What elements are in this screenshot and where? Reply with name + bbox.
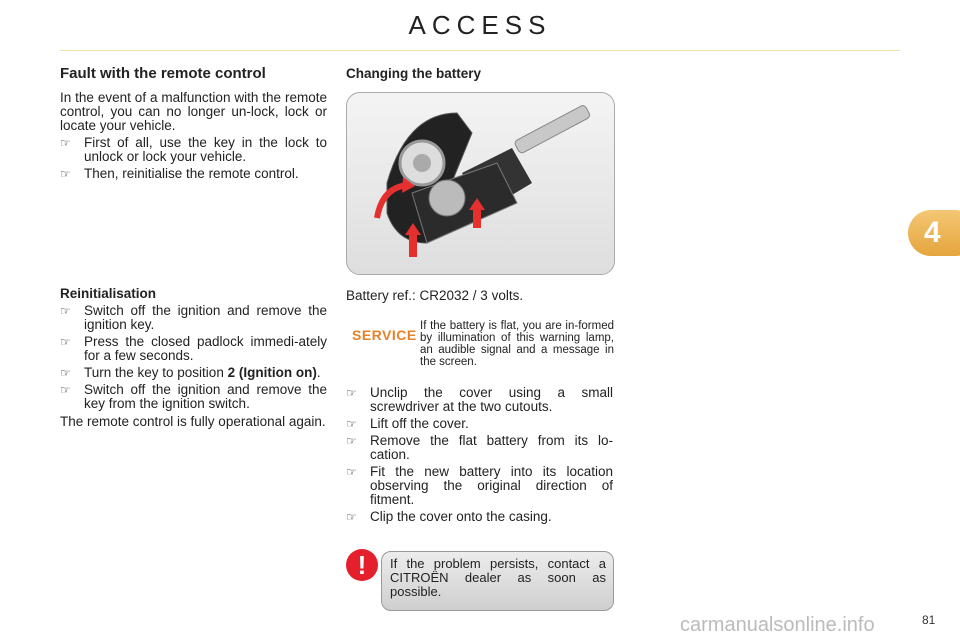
pointing-hand-icon: ☞	[60, 304, 71, 318]
reinit-item: ☞ Switch off the ignition and remove the key from the ignition switch.	[60, 382, 327, 411]
key-battery-drawing	[347, 93, 614, 274]
title-rule	[60, 50, 900, 51]
pointing-hand-icon: ☞	[346, 434, 357, 448]
reinit-item: ☞ Turn the key to position 2 (Ignition on).	[60, 365, 321, 380]
pointing-hand-icon: ☞	[60, 136, 71, 150]
pointing-hand-icon: ☞	[60, 366, 71, 380]
page-title: ACCESS	[408, 10, 552, 40]
watermark: carmanualsonline.info	[680, 614, 875, 636]
service-note: If the battery is flat, you are in-formed by illumination of this warning lamp, an audible signal and a message in the screen.	[420, 320, 614, 368]
pointing-hand-icon: ☞	[60, 335, 71, 349]
battery-step: ☞ Unclip the cover using a small screwdriver at the two cutouts.	[346, 385, 613, 414]
pointing-hand-icon: ☞	[346, 510, 357, 524]
fault-item: ☞ First of all, use the key in the lock to unlock or lock your vehicle.	[60, 135, 327, 164]
key-illustration	[346, 92, 615, 275]
pointing-hand-icon: ☞	[346, 417, 357, 431]
reinit-section	[60, 287, 327, 429]
reinit-item: ☞ Switch off the ignition and remove the ignition key.	[60, 303, 327, 332]
fault-item: ☞ Then, reinitialise the remote control.	[60, 166, 299, 181]
pointing-hand-icon: ☞	[60, 167, 71, 181]
battery-step: ☞ Clip the cover onto the casing.	[346, 509, 552, 524]
reinit-item: ☞ Press the closed padlock immedi-ately for a few seconds.	[60, 334, 327, 363]
fault-intro: In the event of a malfunction with the remote control, you can no longer un-lock, lock or locate your vehicle.	[60, 90, 327, 133]
battery-ref: Battery ref.: CR2032 / 3 volts.	[346, 288, 524, 303]
pointing-hand-icon: ☞	[60, 383, 71, 397]
page-number: 81	[922, 613, 936, 627]
ignition-position: 2 (Ignition on)	[227, 365, 317, 380]
pointing-hand-icon: ☞	[346, 386, 357, 400]
reinit-closing: The remote control is fully operational again.	[60, 414, 326, 429]
exclamation-icon: !	[346, 549, 378, 581]
pointing-hand-icon: ☞	[346, 465, 357, 479]
dealer-note-text: If the problem persists, contact a CITROËN dealer as soon as possible.	[390, 556, 606, 599]
battery-step: ☞ Fit the new battery into its location observing the original direction of fitment.	[346, 464, 613, 507]
battery-step: ☞ Lift off the cover.	[346, 416, 469, 431]
battery-heading-wrap	[346, 67, 613, 81]
chapter-tab[interactable]	[908, 210, 960, 256]
battery-step: ☞ Remove the flat battery from its lo-cation.	[346, 433, 613, 462]
chapter-number: 4	[924, 216, 941, 249]
service-warning-icon: SERVICE	[352, 327, 417, 343]
fault-heading: Fault with the remote control	[60, 65, 266, 82]
battery-heading: Changing the battery	[346, 66, 482, 81]
reinit-heading: Reinitialisation	[60, 286, 157, 301]
dealer-note	[381, 551, 614, 611]
battery-steps	[346, 383, 613, 524]
fault-section	[60, 67, 327, 181]
